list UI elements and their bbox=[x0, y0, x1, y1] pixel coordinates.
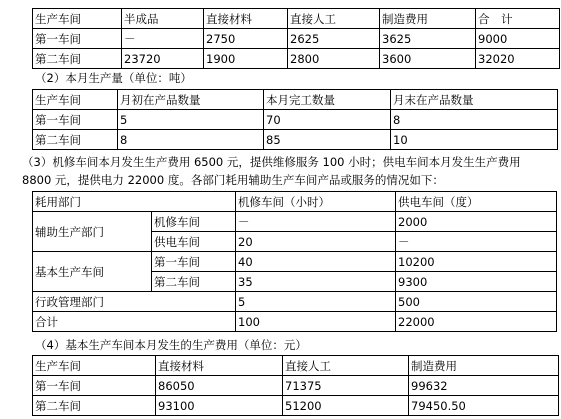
table-cell: 第二车间 bbox=[33, 396, 156, 416]
table-row bbox=[33, 29, 560, 49]
table-cell: 第二车间 bbox=[33, 49, 122, 69]
service-consumption-table bbox=[32, 191, 557, 332]
group-cell: 基本生产车间 bbox=[33, 252, 152, 292]
auxiliary-cost-paragraph bbox=[22, 153, 558, 189]
table-cell: 第一车间 bbox=[152, 252, 236, 272]
group-cell: 辅助生产部门 bbox=[33, 212, 152, 252]
table-header-row bbox=[33, 192, 557, 212]
table-cell: 第一车间 bbox=[33, 376, 156, 396]
table-cell: 32020 bbox=[476, 49, 560, 69]
header-cell: 机修车间（小时） bbox=[236, 192, 396, 212]
table-cell: 9300 bbox=[396, 272, 557, 292]
table-cell: 85 bbox=[264, 130, 391, 150]
header-cell: 制造费用 bbox=[380, 9, 476, 29]
table-cell: 35 bbox=[236, 272, 396, 292]
table-cell: 100 bbox=[236, 312, 396, 332]
table-cell: 500 bbox=[396, 292, 557, 312]
header-cell: 半成品 bbox=[122, 9, 204, 29]
production-volume-table bbox=[32, 89, 558, 150]
table-cell: 22000 bbox=[396, 312, 557, 332]
table-row bbox=[33, 252, 557, 272]
header-cell: 直接人工 bbox=[288, 9, 380, 29]
table-cell: 5 bbox=[118, 110, 264, 130]
table-cell: 3600 bbox=[380, 49, 476, 69]
header-cell: 供电车间（度） bbox=[396, 192, 557, 212]
header-cell: 制造费用 bbox=[409, 356, 559, 376]
table-cell: 93100 bbox=[156, 396, 283, 416]
table-row bbox=[33, 49, 560, 69]
header-cell: 生产车间 bbox=[33, 356, 156, 376]
table-cell: 3625 bbox=[380, 29, 476, 49]
header-cell: 合 计 bbox=[476, 9, 560, 29]
table-cell: 机修车间 bbox=[152, 212, 236, 232]
table-cell: 2000 bbox=[396, 212, 557, 232]
table-cell: 行政管理部门 bbox=[33, 292, 236, 312]
table-header-row bbox=[33, 90, 558, 110]
header-cell: 月末在产品数量 bbox=[391, 90, 558, 110]
table-cell: 5 bbox=[236, 292, 396, 312]
table-cell: 9000 bbox=[476, 29, 560, 49]
table-total-row bbox=[33, 312, 557, 332]
table-cell: 40 bbox=[236, 252, 396, 272]
header-cell: 直接人工 bbox=[283, 356, 409, 376]
table-cell: 2800 bbox=[288, 49, 380, 69]
header-cell: 直接材料 bbox=[156, 356, 283, 376]
table-cell: 23720 bbox=[122, 49, 204, 69]
table-cell: 99632 bbox=[409, 376, 559, 396]
table-cell: 第二车间 bbox=[33, 130, 118, 150]
table-row bbox=[33, 130, 558, 150]
opening-cost-table bbox=[32, 8, 560, 69]
header-cell: 生产车间 bbox=[33, 9, 122, 29]
table-cell: 71375 bbox=[283, 376, 409, 396]
table-cell: 合计 bbox=[33, 312, 236, 332]
table-header-row bbox=[33, 356, 559, 376]
table-cell: 10 bbox=[391, 130, 558, 150]
header-cell: 月初在产品数量 bbox=[118, 90, 264, 110]
paragraph-line: （3）机修车间本月发生生产费用 6500 元，提供维修服务 100 小时；供电车间本月发生生产费用 bbox=[22, 155, 521, 169]
table-cell: 20 bbox=[236, 232, 396, 252]
table-cell: 2625 bbox=[288, 29, 380, 49]
header-cell: 生产车间 bbox=[33, 90, 118, 110]
header-cell: 耗用部门 bbox=[33, 192, 236, 212]
production-volume-caption: （2）本月生产量（单位：吨） bbox=[35, 71, 192, 85]
production-cost-caption: （4）基本生产车间本月发生的生产费用（单位：元） bbox=[35, 338, 307, 352]
paragraph-line: 8800 元，提供电力 22000 度。各部门耗用辅助生产车间产品或服务的情况如下： bbox=[22, 173, 444, 187]
table-cell: 86050 bbox=[156, 376, 283, 396]
table-row bbox=[33, 396, 559, 416]
table-cell: 供电车间 bbox=[152, 232, 236, 252]
table-cell: 8 bbox=[391, 110, 558, 130]
table-cell: 第二车间 bbox=[152, 272, 236, 292]
table-cell: 51200 bbox=[283, 396, 409, 416]
table-row bbox=[33, 212, 557, 232]
header-cell: 本月完工数量 bbox=[264, 90, 391, 110]
table-cell: 8 bbox=[118, 130, 264, 150]
table-cell: 2750 bbox=[204, 29, 288, 49]
table-row bbox=[33, 292, 557, 312]
table-cell: － bbox=[122, 29, 204, 49]
production-cost-table bbox=[32, 355, 559, 416]
table-cell: 1900 bbox=[204, 49, 288, 69]
table-row bbox=[33, 376, 559, 396]
table-cell: 第一车间 bbox=[33, 29, 122, 49]
table-cell: － bbox=[236, 212, 396, 232]
table-cell: 79450.50 bbox=[409, 396, 559, 416]
table-header-row bbox=[33, 9, 560, 29]
table-cell: 10200 bbox=[396, 252, 557, 272]
table-cell: 第一车间 bbox=[33, 110, 118, 130]
header-cell: 直接材料 bbox=[204, 9, 288, 29]
table-cell: 70 bbox=[264, 110, 391, 130]
table-cell: － bbox=[396, 232, 557, 252]
table-row bbox=[33, 110, 558, 130]
